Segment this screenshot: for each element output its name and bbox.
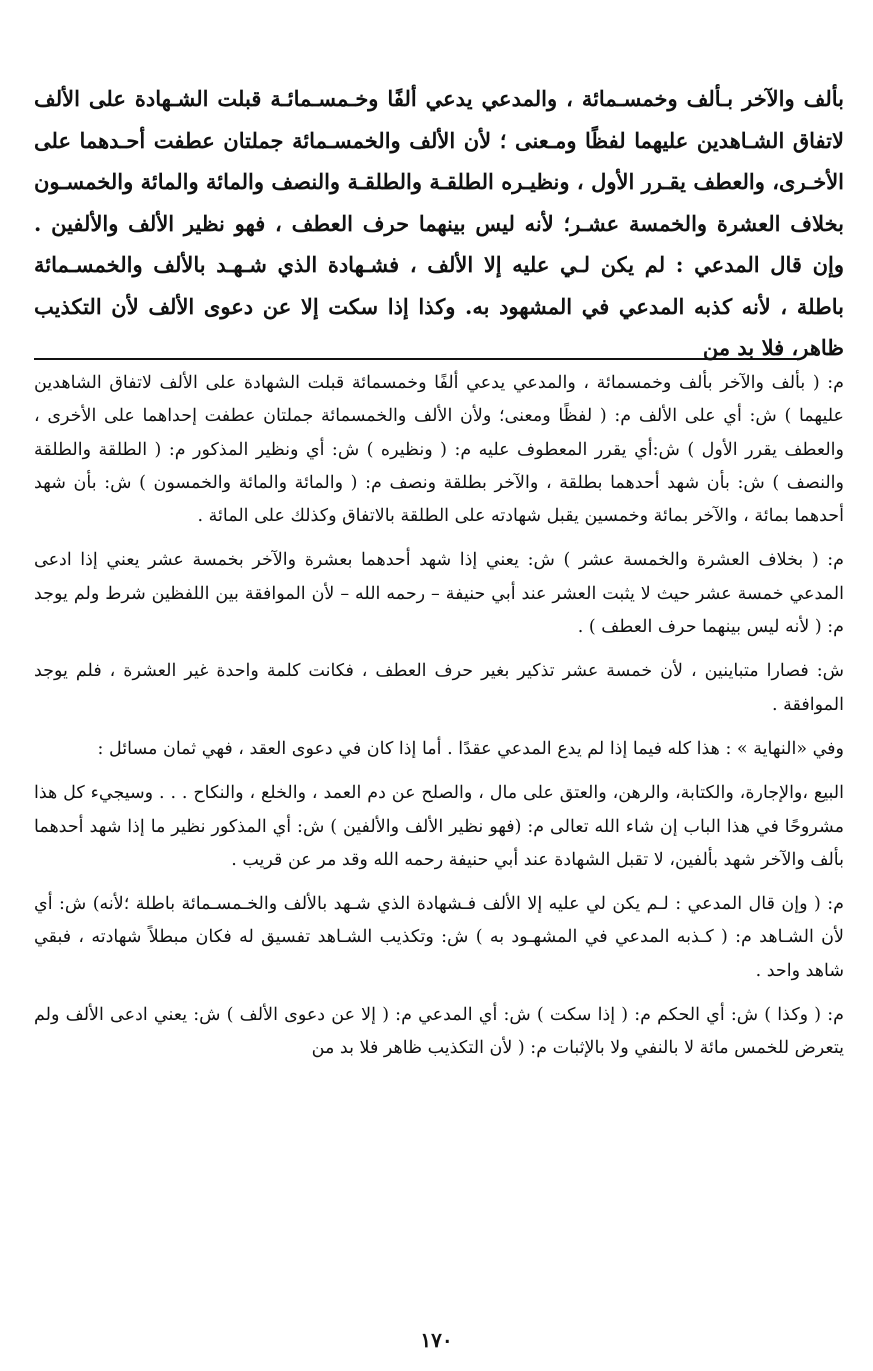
footnote-separator (34, 358, 799, 360)
main-text: بألف والآخر بـألف وخمسـمائة ، والمدعي يدعي ألفًا وخـمسـمائـة قبلت الشـهادة على الألف لاتفاق الشـاهدين عليهما لفظًا ومـعنى ؛ لأن الألف والخمسـمائة جملتان عطفت أحـدهما على الأخـرى، والعطف يقـرر الأول ، ونظيـره الطلقـة والطلقـة والنصف والمائة والمائة والخمسـون بخلاف العشرة والخمسة عشـر؛ لأنه ليس بينهما حرف العطف ، فهو نظير الألف والألفين . وإن قال المدعي : لم يكن لـي عليه إلا الألف ، فشـهادة الذي شـهـد بالألف والخمسـمائة باطلة ، لأنه كذبه المدعي في المشهود به. وكذا إذا سكت إلا عن دعوى الألف لأن التكذيب ظاهر، فلا بد من (34, 86, 844, 360)
commentary-paragraph: ش: فصارا متباينين ، لأن خمسة عشر تذكير بغير حرف العطف ، فكانت كلمة واحدة غير العشرة ، فلم يوجد الموافقة . (34, 661, 844, 715)
commentary-paragraph: م: ( وكذا ) ش: أي الحكم م: ( إذا سكت ) ش: أي المدعي م: ( إلا عن دعوى الألف ) ش: يعني ادعى الألف ولم يتعرض للخمس مائة لا بالنفي ولا بالإثبات م: ( لأن التكذيب ظاهر فلا بد من (34, 1005, 844, 1059)
page-number: ١٧٠ (420, 1328, 453, 1352)
commentary-paragraph: م: ( بخلاف العشرة والخمسة عشر ) ش: يعني إذا شهد أحدهما بعشرة والآخر بخمسة عشر يعني إذا ادعى المدعي خمسة عشر حيث لا يثبت العشر عند أبي حنيفة – رحمه الله – لأن الموافقة بين اللفظين شرط ولم يوجد م: ( لأنه ليس بينهما حرف العطف ) . (34, 550, 844, 638)
commentary-paragraph: م: ( بألف والآخر بألف وخمسمائة ، والمدعي يدعي ألفًا وخمسمائة قبلت الشهادة على الألف لاتفاق الشاهدين عليهما ) ش: أي على الألف م: ( لفظًا ومعنى؛ ولأن الألف والخمسمائة جملتان عطفت إحداهما على الأخرى ، والعطف يقرر الأول ) ش:أي يقرر المعطوف عليه م: ( ونظيره ) ش: أي ونظير المذكور م: ( الطلقة والطلقة والنصف ) ش: بأن شهد أحدهما بطلقة ، والآخر بطلقة ونصف م: ( والمائة والمائة والخمسون ) ش: بأن شهد أحدهما بمائة ، والآخر بمائة وخمسين يقبل شهادته على الطلقة بالاتفاق وكذلك على المائة . (34, 373, 844, 527)
commentary-paragraph: وفي «النهاية » : هذا كله فيما إذا لم يدع المدعي عقدًا . أما إذا كان في دعوى العقد ، فهي ثمان مسائل : (97, 738, 844, 759)
commentary (34, 367, 844, 1077)
commentary-paragraph: م: ( وإن قال المدعي : لـم يكن لي عليه إلا الألف فـشهادة الذي شـهد بالألف والخـمسـمائة باطلة ؛لأنه) ش: أي لأن الشـاهد م: ( كـذبه المدعي في المشهـود به ) ش: وتكذيب الشـاهد تفسيق له فكان مبطلاً شهادته ، فبقي شاهد واحد . (34, 894, 844, 981)
commentary-paragraph: البيع ،والإجارة، والكتابة، والرهن، والعتق على مال ، والصلح عن دم العمد ، والخلع ، والنكاح . . . وسيجيء كل هذا مشروحًا في هذا الباب إن شاء الله تعالى م: (فهو نظير الألف والألفين ) ش: أي المذكور نظير ما إذا شهد أحدهما بألف والآخر شهد بألفين، لا تقبل الشهادة عند أبي حنيفة رحمه الله وقد مر عن قريب . (34, 783, 845, 870)
